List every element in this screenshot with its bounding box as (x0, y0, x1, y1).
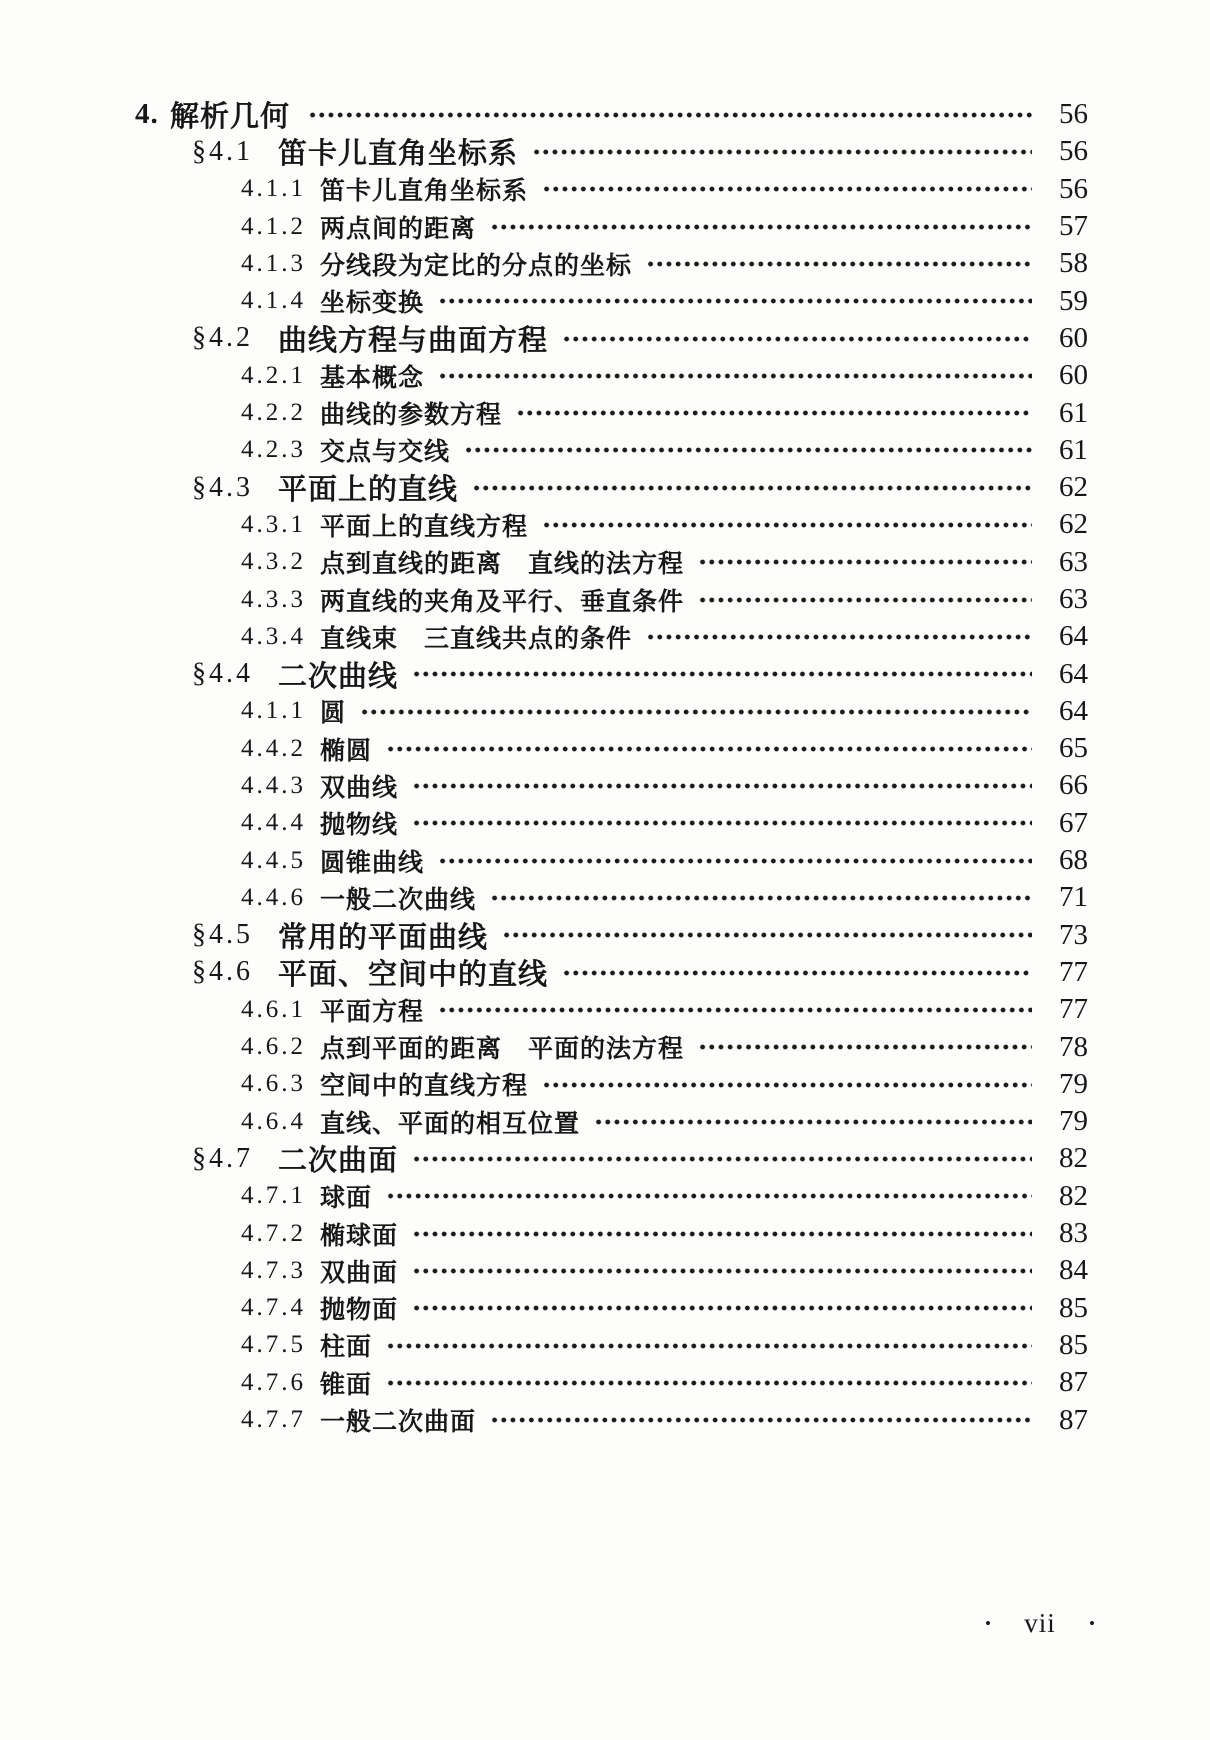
toc-entry-title: 基本概念 (320, 363, 425, 392)
dot-leader (386, 1375, 1032, 1391)
toc-entry-page: 59 (1059, 284, 1088, 317)
toc-entry-page: 82 (1059, 1142, 1088, 1175)
toc-entry (0, 208, 1210, 245)
toc-entry-title: 圆 (320, 699, 347, 728)
toc-entry-page: 63 (1059, 545, 1088, 578)
toc-entry (0, 357, 1210, 394)
page-footer (985, 1608, 1095, 1639)
dot-leader (360, 703, 1032, 719)
toc-entry-number: 4.3.4 (241, 622, 306, 650)
dot-leader (562, 330, 1032, 346)
toc-entry-number: 4.2.2 (241, 399, 306, 427)
toc-entry-number: 4.6.3 (241, 1070, 306, 1098)
dot-leader (386, 1337, 1032, 1353)
toc-entry-page: 56 (1059, 98, 1088, 131)
toc-entry-title: 笛卡儿直角坐标系 (320, 177, 529, 206)
toc-entry-number: 4.4.4 (241, 809, 306, 837)
toc-entry-number: §4.1 (192, 135, 253, 167)
toc-entry-page: 64 (1059, 694, 1088, 727)
toc-entry-page: 87 (1059, 1366, 1088, 1399)
toc-entry-page: 71 (1059, 881, 1088, 914)
toc-entry-number: §4.3 (192, 471, 253, 503)
dot-leader (646, 256, 1032, 272)
toc-entry-page: 64 (1059, 657, 1088, 690)
dot-leader (594, 1114, 1032, 1130)
toc-entry (0, 544, 1210, 581)
dot-leader (542, 517, 1032, 533)
dot-leader (646, 629, 1032, 645)
toc-entry (0, 842, 1210, 879)
toc-entry-title: 分线段为定比的分点的坐标 (320, 251, 633, 280)
toc-entry-page: 58 (1059, 247, 1088, 280)
toc-entry-title: 一般二次曲线 (320, 885, 477, 914)
toc-entry (0, 320, 1210, 357)
toc-entry (0, 767, 1210, 804)
toc-entry-page: 56 (1059, 172, 1088, 205)
toc-entry-title: 抛物线 (320, 811, 399, 840)
toc-entry (0, 1215, 1210, 1252)
toc-entry (0, 805, 1210, 842)
toc-entry-title: 圆锥曲线 (320, 848, 425, 877)
toc-entry-title: 两直线的夹角及平行、垂直条件 (320, 587, 685, 616)
dot-leader (308, 107, 1032, 123)
toc-entry (0, 1103, 1210, 1140)
dot-leader (438, 368, 1032, 384)
dot-leader (438, 1002, 1032, 1018)
toc-entry-page: 62 (1059, 471, 1088, 504)
toc-entry (0, 394, 1210, 431)
toc-entry (0, 506, 1210, 543)
toc-entry-number: 4.1.1 (241, 175, 306, 203)
toc-entry-title: 一般二次曲面 (320, 1408, 477, 1437)
toc-entry-title: 点到直线的距离 直线的法方程 (320, 550, 685, 579)
dot-leader (438, 293, 1032, 309)
toc-entry-page: 56 (1059, 135, 1088, 168)
toc-entry-number: §4.4 (192, 658, 253, 690)
toc-entry-page: 85 (1059, 1328, 1088, 1361)
footer-left-dot-icon: • (985, 1614, 991, 1633)
toc-entry (0, 655, 1210, 692)
toc-entry-number: 4.3.2 (241, 548, 306, 576)
toc-entry (0, 469, 1210, 506)
toc-entry-number: 4.7.6 (241, 1368, 306, 1396)
toc-entry-page: 60 (1059, 359, 1088, 392)
toc-entry-title: 二次曲面 (278, 1145, 399, 1178)
dot-leader (472, 480, 1032, 496)
toc-entry (0, 1178, 1210, 1215)
toc-entry (0, 879, 1210, 916)
toc-entry-page: 61 (1059, 396, 1088, 429)
dot-leader (542, 181, 1032, 197)
toc-entry-title: 两点间的距离 (320, 214, 477, 243)
toc-entry-number: 4.7.1 (241, 1182, 306, 1210)
toc-entry-number: 4.4.2 (241, 734, 306, 762)
toc-entry-page: 87 (1059, 1403, 1088, 1436)
toc-entry-number: 4.7.4 (241, 1294, 306, 1322)
toc-entry-number: 4.1.3 (241, 249, 306, 277)
toc-entry (0, 1290, 1210, 1327)
toc-entry-number: §4.5 (192, 919, 253, 951)
toc-entry-title: 点到平面的距离 平面的法方程 (320, 1035, 685, 1064)
dot-leader (502, 927, 1032, 943)
dot-leader (412, 1300, 1032, 1316)
toc-entry-title: 曲线方程与曲面方程 (278, 324, 549, 357)
toc-entry-title: 交点与交线 (320, 438, 451, 467)
dot-leader (698, 1039, 1032, 1055)
toc-entry (0, 1252, 1210, 1289)
dot-leader (412, 815, 1032, 831)
toc-entry-number: 4.3.3 (241, 585, 306, 613)
toc-entry-number: 4.1.1 (241, 697, 306, 725)
toc-entry (0, 171, 1210, 208)
toc-entry-number: 4.4.3 (241, 771, 306, 799)
toc-entry-number: 4.7.3 (241, 1256, 306, 1284)
toc-entry-number: 4.4.6 (241, 883, 306, 911)
toc-entry-number: 4.4.5 (241, 846, 306, 874)
dot-leader (532, 144, 1032, 160)
toc-entry-number: §4.7 (192, 1142, 253, 1174)
toc-entry-page: 63 (1059, 583, 1088, 615)
dot-leader (386, 1188, 1032, 1204)
dot-leader (490, 1412, 1032, 1428)
toc-entry-title: 笛卡儿直角坐标系 (278, 138, 519, 171)
toc-entry (0, 133, 1210, 170)
toc-entry-title: 解析几何 (170, 101, 291, 134)
toc-entry (0, 1364, 1210, 1401)
toc-entry-title: 常用的平面曲线 (278, 921, 489, 954)
toc-entry-page: 84 (1059, 1254, 1088, 1287)
toc-entry-number: §4.2 (192, 322, 253, 354)
dot-leader (698, 592, 1032, 608)
toc-entry (0, 1066, 1210, 1103)
toc-entry-title: 平面、空间中的直线 (278, 958, 549, 991)
footer-right-dot-icon: • (1089, 1614, 1095, 1633)
toc-entry-title: 空间中的直线方程 (320, 1072, 529, 1101)
dot-leader (698, 554, 1032, 570)
toc-entry-number: 4.1.2 (241, 212, 306, 240)
toc-entry-title: 双曲线 (320, 773, 399, 802)
toc-entry-title: 柱面 (320, 1333, 373, 1362)
toc-entry-title: 坐标变换 (320, 289, 425, 318)
toc-entry (0, 581, 1210, 618)
toc-entry-page: 61 (1059, 433, 1088, 466)
dot-leader (490, 219, 1032, 235)
toc-entry-title: 平面上的直线方程 (320, 512, 529, 541)
toc-entry-page: 57 (1059, 210, 1088, 243)
toc-entry-number: 4.6.4 (241, 1107, 306, 1135)
toc-entry-page: 77 (1059, 993, 1088, 1026)
toc-entry-page: 78 (1059, 1030, 1088, 1063)
toc-entry (0, 245, 1210, 282)
toc-entry-page: 79 (1059, 1067, 1088, 1100)
toc-entry-page: 73 (1059, 918, 1088, 951)
dot-leader (412, 1226, 1032, 1242)
toc-entry-page: 82 (1059, 1179, 1088, 1212)
dot-leader (562, 964, 1032, 980)
toc-entry-page: 64 (1059, 620, 1088, 653)
toc-entry (0, 1327, 1210, 1364)
toc-entry-title: 直线束 三直线共点的条件 (320, 624, 633, 653)
toc-entry-title: 二次曲线 (278, 660, 399, 693)
toc-entry-number: 4.2.3 (241, 436, 306, 464)
toc-entry-page: 68 (1059, 844, 1088, 877)
toc-entry (0, 96, 1210, 133)
toc-entry-number: 4. (135, 98, 159, 131)
toc-entry (0, 1140, 1210, 1177)
toc-entry-page: 65 (1059, 732, 1088, 765)
toc-entry-page: 62 (1059, 508, 1088, 541)
toc-entry-number: 4.7.2 (241, 1219, 306, 1247)
toc-entry-page: 77 (1059, 955, 1088, 988)
toc-entry (0, 432, 1210, 469)
table-of-contents (0, 96, 1210, 1439)
toc-entry (0, 917, 1210, 954)
dot-leader (516, 405, 1032, 421)
toc-entry-page: 79 (1059, 1105, 1088, 1138)
toc-entry (0, 991, 1210, 1028)
toc-entry-page: 83 (1059, 1217, 1088, 1250)
toc-entry (0, 618, 1210, 655)
dot-leader (412, 666, 1032, 682)
folio-number: vii (1024, 1608, 1056, 1638)
toc-entry-page: 60 (1059, 321, 1088, 354)
toc-entry-title: 平面上的直线 (278, 474, 459, 507)
toc-entry (0, 1401, 1210, 1438)
toc-entry-title: 平面方程 (320, 997, 425, 1026)
toc-entry-title: 曲线的参数方程 (320, 401, 503, 430)
toc-entry (0, 954, 1210, 991)
toc-entry-number: §4.6 (192, 956, 253, 988)
toc-entry-number: 4.6.1 (241, 995, 306, 1023)
toc-entry-title: 椭圆 (320, 736, 373, 765)
dot-leader (464, 442, 1032, 458)
dot-leader (412, 1151, 1032, 1167)
toc-entry-number: 4.7.5 (241, 1331, 306, 1359)
toc-entry-page: 66 (1059, 769, 1088, 802)
dot-leader (438, 853, 1032, 869)
toc-entry-number: 4.2.1 (241, 361, 306, 389)
dot-leader (490, 890, 1032, 906)
toc-entry-title: 球面 (320, 1184, 373, 1213)
toc-entry-page: 85 (1059, 1291, 1088, 1324)
toc-entry-page: 67 (1059, 806, 1088, 839)
toc-entry-title: 椭球面 (320, 1221, 399, 1250)
dot-leader (412, 778, 1032, 794)
toc-entry (0, 693, 1210, 730)
dot-leader (542, 1076, 1032, 1092)
toc-entry-title: 锥面 (320, 1370, 373, 1399)
toc-entry-title: 双曲面 (320, 1258, 399, 1287)
toc-entry (0, 1028, 1210, 1065)
toc-entry (0, 730, 1210, 767)
toc-entry-number: 4.1.4 (241, 287, 306, 315)
toc-entry-title: 抛物面 (320, 1296, 399, 1325)
dot-leader (386, 741, 1032, 757)
toc-entry-number: 4.6.2 (241, 1033, 306, 1061)
toc-entry-number: 4.7.7 (241, 1406, 306, 1434)
toc-entry-title: 直线、平面的相互位置 (320, 1109, 581, 1138)
toc-entry (0, 282, 1210, 319)
toc-entry-number: 4.3.1 (241, 510, 306, 538)
dot-leader (412, 1263, 1032, 1279)
